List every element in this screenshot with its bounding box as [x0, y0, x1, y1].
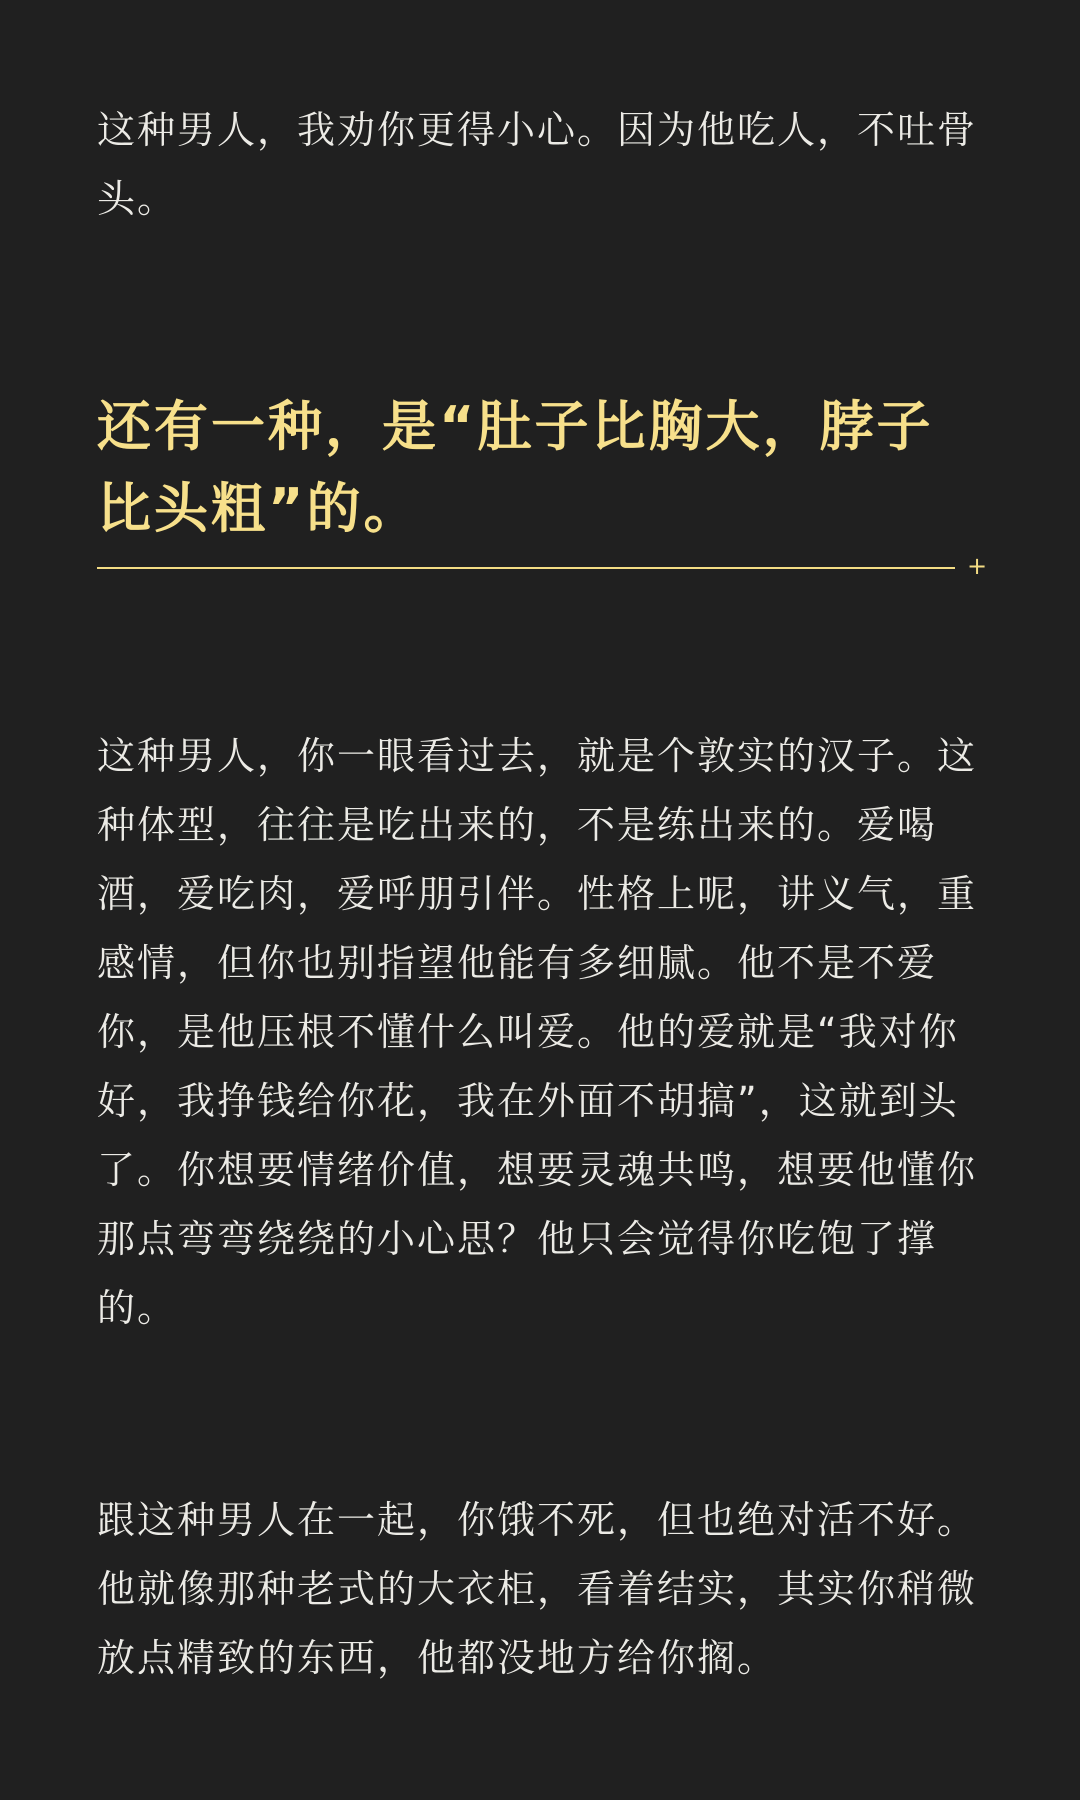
- paragraph-intro: 这种男人，我劝你更得小心。因为他吃人，不吐骨头。: [97, 108, 978, 221]
- heading-underline: [97, 567, 955, 569]
- section-heading: 还有一种，是“肚子比胸大，脖子比头粗”的。: [97, 395, 934, 540]
- paragraph-body: 这种男人，你一眼看过去，就是个敦实的汉子。这种体型，往往是吃出来的，不是练出来的。爱喝酒，爱吃肉，爱呼朋引伴。性格上呢，讲义气，重感情，但你也别指望他能有多细腻。他不是不爱你，是他压根不懂什么叫爱。他的爱就是“我对你好，我挣钱给你花，我在外面不胡搞”，这就到头了。你想要情绪价值，想要灵魂共鸣，想要他懂你那点弯弯绕绕的小心思？他只会觉得你吃饱了撑的。: [97, 734, 978, 1330]
- paragraph-conclusion: 跟这种男人在一起，你饿不死，但也绝对活不好。他就像那种老式的大衣柜，看着结实，其实你稍微放点精致的东西，他都没地方给你搁。: [97, 1498, 978, 1680]
- plus-icon: +: [967, 552, 988, 580]
